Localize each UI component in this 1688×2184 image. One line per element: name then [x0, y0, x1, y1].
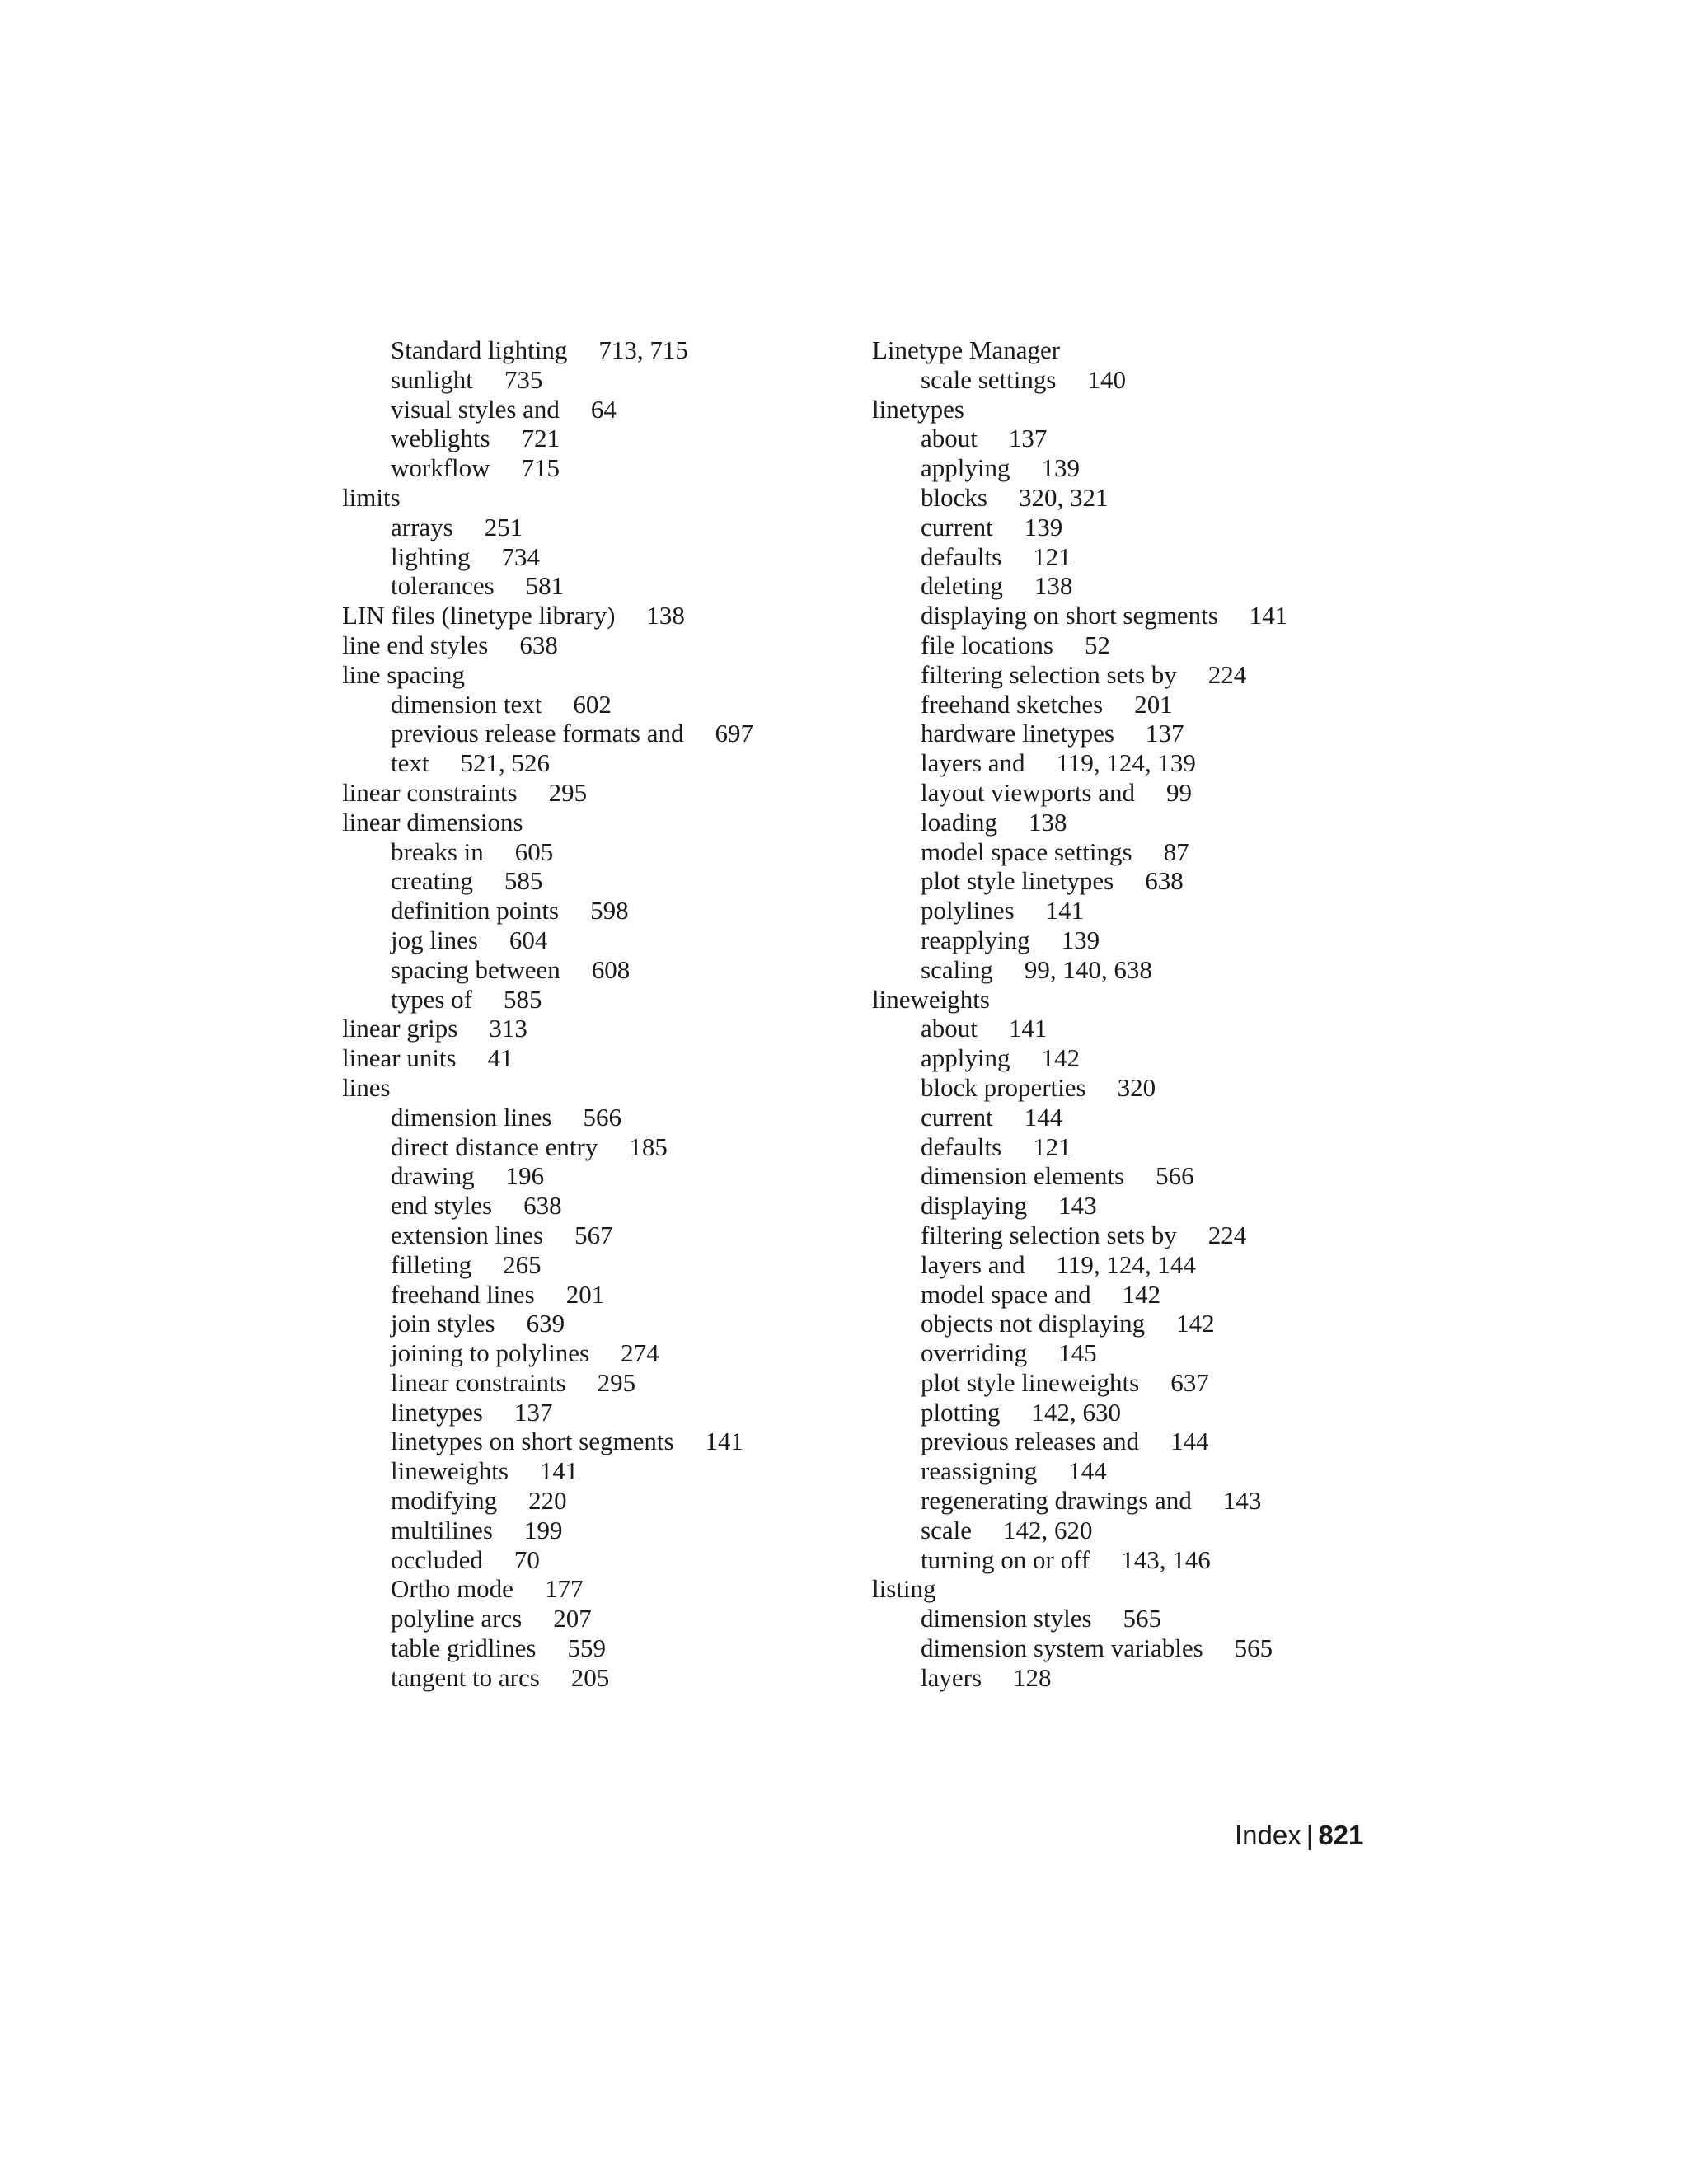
index-column-left	[342, 335, 853, 1693]
index-page-refs: 585	[504, 866, 543, 896]
index-page-refs: 207	[553, 1604, 592, 1633]
index-term: text	[391, 748, 429, 778]
index-subentry	[872, 1368, 1367, 1398]
index-subentry	[872, 1014, 1367, 1043]
index-page-refs: 638	[523, 1191, 562, 1221]
index-entry	[342, 660, 853, 690]
index-page-refs: 637	[1170, 1367, 1209, 1397]
index-subentry	[342, 1633, 853, 1663]
index-term: visual styles and	[391, 394, 560, 424]
index-entry	[872, 985, 1367, 1015]
index-subentry	[872, 1516, 1367, 1545]
index-subentry	[872, 453, 1367, 483]
index-term: current	[921, 512, 993, 541]
index-subentry	[342, 866, 853, 896]
index-term: plot style lineweights	[921, 1367, 1140, 1397]
index-term: modifying	[391, 1486, 498, 1516]
index-page-refs: 713, 715	[598, 335, 688, 364]
index-page-refs: 220	[528, 1486, 567, 1516]
index-term: dimension text	[391, 689, 542, 719]
index-subentry	[872, 896, 1367, 926]
index-page-refs: 697	[715, 719, 754, 748]
index-subentry	[872, 601, 1367, 630]
index-term: LIN files (linetype library)	[342, 601, 616, 630]
index-page-refs: 313	[489, 1014, 528, 1043]
index-subentry	[872, 1309, 1367, 1338]
index-page-refs: 201	[565, 1279, 605, 1309]
index-page-refs: 735	[504, 364, 543, 394]
index-page-refs: 251	[484, 512, 523, 541]
index-page-refs: 143, 146	[1121, 1544, 1211, 1574]
index-term: lines	[342, 1072, 391, 1102]
index-term: previous releases and	[921, 1427, 1140, 1456]
index-term: limits	[342, 482, 401, 512]
index-entry	[342, 778, 853, 808]
index-page-refs: 142, 630	[1031, 1397, 1121, 1427]
index-page-refs: 141	[1045, 896, 1085, 926]
index-term: model space settings	[921, 837, 1132, 866]
index-term: dimension styles	[921, 1604, 1092, 1633]
index-term: plotting	[921, 1397, 1001, 1427]
index-term: occluded	[391, 1544, 483, 1574]
index-term: model space and	[921, 1279, 1091, 1309]
index-subentry	[342, 335, 853, 365]
index-page-refs: 121	[1033, 1132, 1071, 1161]
footer-section-label: Index	[1235, 1820, 1301, 1850]
index-subentry	[872, 1280, 1367, 1310]
index-term: deleting	[921, 571, 1003, 601]
index-term: join styles	[391, 1309, 495, 1338]
index-page-refs: 734	[501, 541, 540, 571]
index-term: about	[921, 1014, 978, 1043]
index-page-refs: 602	[573, 689, 612, 719]
index-subentry	[872, 778, 1367, 808]
index-subentry	[872, 1250, 1367, 1280]
index-term: scale	[921, 1515, 972, 1544]
index-term: tangent to arcs	[391, 1662, 540, 1692]
index-subentry	[872, 513, 1367, 542]
index-page-refs: 70	[513, 1544, 540, 1574]
index-subentry	[342, 1663, 853, 1693]
index-term: overriding	[921, 1338, 1028, 1368]
index-page-refs: 119, 124, 139	[1056, 748, 1196, 778]
index-page-refs: 140	[1087, 364, 1126, 394]
index-subentry	[872, 837, 1367, 867]
index-page-refs: 142	[1122, 1279, 1161, 1309]
index-page-refs: 201	[1134, 689, 1173, 719]
index-entry	[872, 1574, 1367, 1604]
index-term: applying	[921, 453, 1010, 483]
index-subentry	[872, 365, 1367, 395]
index-subentry	[342, 1191, 853, 1221]
index-page-refs: 566	[583, 1102, 621, 1132]
index-subentry	[872, 1043, 1367, 1073]
index-page-refs: 721	[521, 424, 560, 453]
index-term: arrays	[391, 512, 453, 541]
index-page-refs: 145	[1058, 1338, 1097, 1368]
index-page-refs: 142, 620	[1002, 1515, 1093, 1544]
index-subentry	[342, 1427, 853, 1456]
index-subentry	[342, 1221, 853, 1250]
index-page-refs: 143	[1058, 1191, 1097, 1221]
index-subentry	[342, 1338, 853, 1368]
index-term: defaults	[921, 1132, 1002, 1161]
index-subentry	[872, 1221, 1367, 1250]
index-entry	[872, 395, 1367, 424]
index-term: linetypes on short segments	[391, 1427, 674, 1456]
index-page-refs: 52	[1084, 630, 1110, 659]
index-term: Linetype Manager	[872, 335, 1061, 364]
index-page-refs: 99, 140, 638	[1024, 954, 1152, 984]
index-term: creating	[391, 866, 473, 896]
index-page-refs: 139	[1024, 512, 1063, 541]
index-subentry	[872, 1398, 1367, 1427]
index-page-refs: 224	[1207, 659, 1247, 689]
index-subentry	[872, 1161, 1367, 1191]
page-footer	[1235, 1820, 1363, 1851]
index-subentry	[342, 926, 853, 955]
index-term: applying	[921, 1043, 1010, 1073]
index-subentry	[342, 1161, 853, 1191]
index-subentry	[872, 866, 1367, 896]
index-page-refs: 177	[544, 1574, 584, 1604]
index-subentry	[342, 955, 853, 985]
index-term: scale settings	[921, 364, 1057, 394]
index-term: freehand lines	[391, 1279, 535, 1309]
index-subentry	[342, 1368, 853, 1398]
index-page-refs: 87	[1163, 837, 1189, 866]
index-term: reassigning	[921, 1456, 1038, 1486]
index-term: polylines	[921, 896, 1015, 926]
index-page-refs: 144	[1024, 1102, 1063, 1132]
index-term: linear units	[342, 1043, 457, 1073]
index-page-refs: 138	[1034, 571, 1073, 601]
index-page-refs: 137	[513, 1397, 553, 1427]
index-term: current	[921, 1102, 993, 1132]
index-page-refs: 144	[1170, 1427, 1209, 1456]
index-term: linetypes	[872, 394, 964, 424]
index-page-refs: 320, 321	[1018, 482, 1109, 512]
index-subentry	[342, 542, 853, 572]
index-subentry	[342, 1250, 853, 1280]
index-term: table gridlines	[391, 1633, 537, 1663]
index-subentry	[342, 1132, 853, 1162]
index-page-refs: 99	[1166, 777, 1193, 807]
index-term: reapplying	[921, 925, 1030, 954]
index-subentry	[872, 955, 1367, 985]
index-subentry	[342, 1398, 853, 1427]
index-subentry	[872, 1132, 1367, 1162]
index-entry	[342, 483, 853, 513]
index-term: dimension elements	[921, 1161, 1125, 1191]
index-term: displaying on short segments	[921, 601, 1218, 630]
index-subentry	[872, 1663, 1367, 1693]
index-term: line end styles	[342, 630, 489, 659]
index-page-refs: 141	[1249, 601, 1288, 630]
index-entry	[342, 630, 853, 660]
index-subentry	[872, 1103, 1367, 1132]
index-subentry	[342, 571, 853, 601]
index-term: listing	[872, 1574, 936, 1604]
index-term: loading	[921, 807, 997, 837]
index-page-refs: 320	[1117, 1072, 1156, 1102]
index-subentry	[342, 690, 853, 719]
index-page-refs: 608	[591, 954, 631, 984]
index-page-refs: 581	[525, 571, 565, 601]
index-entry	[342, 808, 853, 837]
index-page-refs: 137	[1145, 719, 1184, 748]
index-term: block properties	[921, 1072, 1086, 1102]
index-entry	[872, 335, 1367, 365]
index-term: lighting	[391, 541, 471, 571]
index-term: layers and	[921, 748, 1025, 778]
index-term: regenerating drawings and	[921, 1486, 1192, 1516]
index-term: line spacing	[342, 659, 465, 689]
index-subentry	[872, 1486, 1367, 1516]
index-term: freehand sketches	[921, 689, 1104, 719]
index-page-refs: 598	[590, 896, 629, 926]
index-term: direct distance entry	[391, 1132, 598, 1161]
index-subentry	[342, 1103, 853, 1132]
index-term: extension lines	[391, 1220, 544, 1249]
index-page-refs: 565	[1123, 1604, 1162, 1633]
index-term: turning on or off	[921, 1544, 1090, 1574]
index-page-refs: 224	[1207, 1220, 1247, 1249]
index-page-refs: 41	[487, 1043, 513, 1073]
index-page-refs: 715	[521, 453, 560, 483]
index-term: layout viewports and	[921, 777, 1136, 807]
index-page-refs: 559	[567, 1633, 606, 1663]
index-page-refs: 638	[519, 630, 558, 659]
index-subentry	[342, 1456, 853, 1486]
index-term: breaks in	[391, 837, 484, 866]
index-term: scaling	[921, 954, 993, 984]
index-subentry	[342, 1516, 853, 1545]
index-term: filtering selection sets by	[921, 1220, 1177, 1249]
index-entry	[342, 1043, 853, 1073]
index-page-refs: 144	[1068, 1456, 1107, 1486]
index-term: Ortho mode	[391, 1574, 513, 1604]
index-page-refs: 119, 124, 144	[1056, 1249, 1196, 1279]
index-term: jog lines	[391, 925, 478, 954]
index-entry	[342, 1014, 853, 1043]
index-term: layers	[921, 1662, 982, 1692]
index-page-refs: 521, 526	[460, 748, 550, 778]
index-subentry	[342, 453, 853, 483]
index-term: weblights	[391, 424, 490, 453]
index-page-refs: 639	[526, 1309, 565, 1338]
index-page-refs: 138	[1029, 807, 1067, 837]
index-term: linetypes	[391, 1397, 483, 1427]
index-term: blocks	[921, 482, 987, 512]
index-subentry	[872, 571, 1367, 601]
index-subentry	[872, 690, 1367, 719]
index-term: multilines	[391, 1515, 493, 1544]
index-subentry	[342, 837, 853, 867]
index-entry	[342, 1073, 853, 1103]
index-term: types of	[391, 984, 473, 1014]
index-subentry	[342, 424, 853, 453]
page-number: 821	[1318, 1820, 1364, 1850]
index-term: dimension system variables	[921, 1633, 1203, 1663]
index-page-refs: 121	[1033, 541, 1071, 571]
index-subentry	[872, 1427, 1367, 1456]
index-page-refs: 139	[1041, 453, 1080, 483]
index-subentry	[342, 365, 853, 395]
index-page-refs: 567	[574, 1220, 613, 1249]
index-term: linear constraints	[391, 1367, 566, 1397]
index-term: filtering selection sets by	[921, 659, 1177, 689]
index-term: linear dimensions	[342, 807, 523, 837]
index-term: linear grips	[342, 1014, 458, 1043]
index-subentry	[872, 748, 1367, 778]
index-page-refs: 141	[539, 1456, 579, 1486]
index-subentry	[872, 926, 1367, 955]
index-term: drawing	[391, 1161, 475, 1191]
index-column-right	[872, 335, 1367, 1693]
index-page-refs: 274	[621, 1338, 659, 1368]
index-page-refs: 638	[1145, 866, 1184, 896]
index-page-refs: 142	[1176, 1309, 1215, 1338]
index-page-refs: 137	[1008, 424, 1048, 453]
index-term: tolerances	[391, 571, 495, 601]
index-page-refs: 128	[1013, 1662, 1052, 1692]
index-subentry	[342, 395, 853, 424]
index-page-refs: 585	[504, 984, 542, 1014]
index-subentry	[872, 424, 1367, 453]
index-page-refs: 605	[514, 837, 554, 866]
index-subentry	[342, 1574, 853, 1604]
index-term: previous release formats and	[391, 719, 684, 748]
index-term: hardware linetypes	[921, 719, 1114, 748]
index-entry	[342, 601, 853, 630]
index-subentry	[872, 1604, 1367, 1633]
index-page-refs: 141	[1008, 1014, 1048, 1043]
footer-separator: |	[1306, 1820, 1314, 1850]
index-subentry	[872, 483, 1367, 513]
index-subentry	[342, 1604, 853, 1633]
index-subentry	[872, 630, 1367, 660]
index-subentry	[872, 1633, 1367, 1663]
index-page-refs: 205	[570, 1662, 610, 1692]
index-term: dimension lines	[391, 1102, 552, 1132]
index-subentry	[872, 542, 1367, 572]
index-term: end styles	[391, 1191, 493, 1221]
index-term: spacing between	[391, 954, 560, 984]
index-page-refs: 565	[1234, 1633, 1273, 1663]
index-page-refs: 566	[1156, 1161, 1194, 1191]
index-term: definition points	[391, 896, 560, 926]
index-page-refs: 141	[705, 1427, 744, 1456]
index-subentry	[342, 1486, 853, 1516]
index-term: file locations	[921, 630, 1053, 659]
index-term: defaults	[921, 541, 1002, 571]
index-term: workflow	[391, 453, 490, 483]
index-subentry	[342, 1545, 853, 1575]
index-subentry	[342, 719, 853, 748]
index-subentry	[872, 808, 1367, 837]
index-term: objects not displaying	[921, 1309, 1146, 1338]
index-term: about	[921, 424, 978, 453]
index-term: lineweights	[872, 984, 990, 1014]
index-page-refs: 265	[503, 1249, 542, 1279]
index-page-refs: 196	[505, 1161, 545, 1191]
index-subentry	[872, 1545, 1367, 1575]
index-subentry	[872, 1191, 1367, 1221]
index-page-refs: 143	[1222, 1486, 1262, 1516]
index-term: layers and	[921, 1249, 1025, 1279]
index-page-refs: 64	[590, 394, 617, 424]
index-term: filleting	[391, 1249, 472, 1279]
index-term: displaying	[921, 1191, 1028, 1221]
index-subentry	[342, 1280, 853, 1310]
index-term: joining to polylines	[391, 1338, 590, 1368]
index-subentry	[872, 719, 1367, 748]
index-page-refs: 139	[1061, 925, 1100, 954]
index-subentry	[342, 985, 853, 1015]
index-page-refs: 138	[646, 601, 685, 630]
index-subentry	[342, 896, 853, 926]
index-subentry	[342, 1309, 853, 1338]
index-page-refs: 295	[597, 1367, 636, 1397]
index-subentry	[342, 748, 853, 778]
index-term: lineweights	[391, 1456, 509, 1486]
index-term: sunlight	[391, 364, 473, 394]
index-term: Standard lighting	[391, 335, 568, 364]
index-subentry	[872, 660, 1367, 690]
index-term: polyline arcs	[391, 1604, 523, 1633]
index-page-refs: 185	[629, 1132, 668, 1161]
index-subentry	[872, 1073, 1367, 1103]
index-page-refs: 604	[509, 925, 548, 954]
index-page-refs: 199	[524, 1515, 563, 1544]
index-term: plot style linetypes	[921, 866, 1114, 896]
index-subentry	[872, 1338, 1367, 1368]
index-page-refs: 142	[1041, 1043, 1080, 1073]
index-term: linear constraints	[342, 777, 518, 807]
index-subentry	[342, 513, 853, 542]
index-page-refs: 295	[548, 777, 588, 807]
index-subentry	[872, 1456, 1367, 1486]
